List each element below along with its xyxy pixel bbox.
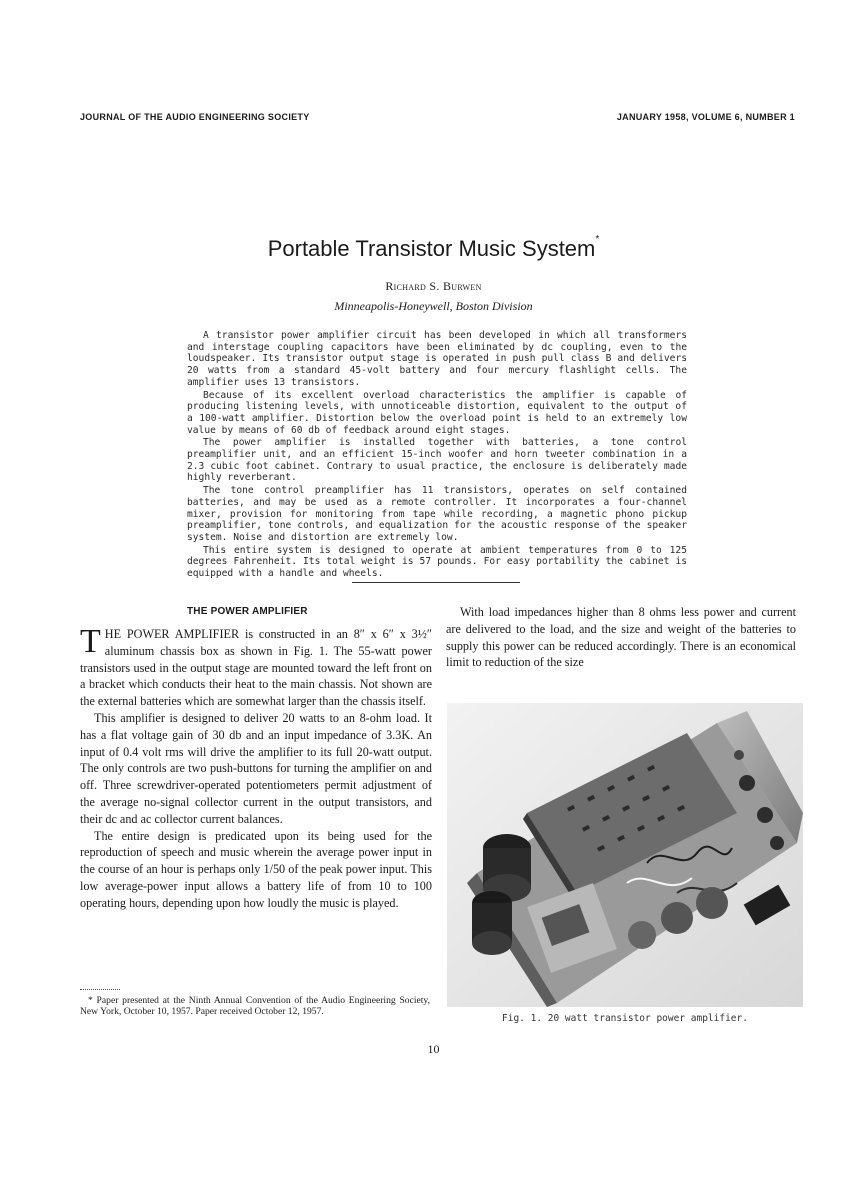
body-text: is constructed in an 8″ x 6″ x 3½″ aluminum chassis box as shown in Fig. 1. The 55-watt power transistors used in the output stage are mounted toward the left front on a bracket which conducts their heat to the main chassis. Not shown are the external batteries which are somewhat larger than the chassis itself.	[80, 627, 432, 709]
body-column-left	[80, 623, 432, 912]
paper-title-text: Portable Transistor Music System	[267, 236, 596, 261]
author-affiliation: Minneapolis-Honeywell, Boston Division	[334, 299, 533, 313]
abstract-paragraph: The power amplifier is installed together with batteries, a tone control preamplifier unit, and an efficient 15-inch woofer and horn tweeter combination in a 2.3 cubic foot cabinet. Contrary to usual practice, the enclosure is deliberately made highly reverberant.	[187, 437, 687, 484]
abstract-paragraph: The tone control preamplifier has 11 transistors, operates on self contained batteries, and may be used as a remote controller. It incorporates a four-channel mixer, provision for monitoring from tape while recording, a magnetic phono pickup preamplifier, tone controls, and equalization for the acoustic response of the speaker system. Noise and distortion are extremely low.	[187, 485, 687, 543]
author-name: Richard S. Burwen	[385, 279, 482, 293]
lead-in-smallcaps: HE POWER AMPLIFIER	[104, 627, 240, 641]
section-divider	[352, 582, 520, 583]
abstract-paragraph: A transistor power amplifier circuit has been developed in which all transformers and interstage coupling capacitors have been eliminated by dc coupling, even to the loudspeaker. Its transistor output stage is operated in push pull class B and delivers 20 watts from a standard 45-volt battery and four mercury flashlight cells. The amplifier uses 13 transistors.	[187, 330, 687, 388]
paper-title	[0, 236, 867, 262]
body-paragraph: This amplifier is designed to deliver 20 watts to an 8-ohm load. It has a flat voltage gain of 30 db and an input impedance of 3.3K. An input of 0.4 volt rms will drive the amplifier to its full 20-watt output. The only controls are two push-buttons for turning the amplifier on and off. Three screwdriver-operated potentiometers permit adjustment of the average no-signal collector current in the output transistors, and their dc and ac collector current balances.	[80, 710, 432, 826]
abstract-paragraph: Because of its excellent overload characteristics the amplifier is capable of producing listening levels, with unnoticeable distortion, equivalent to the output of a 100-watt amplifier. Distortion below the overload point is held to an extremely low value by means of 60 db of feedback around eight stages.	[187, 389, 687, 436]
body-paragraph: With load impedances higher than 8 ohms less power and current are delivered to the load, and the size and weight of the batteries to supply this power can be reduced accordingly. There is an economical limit to reduction of the size	[446, 605, 796, 670]
amplifier-photo-illustration	[447, 703, 803, 1007]
footnote-rule	[80, 989, 120, 990]
abstract-paragraph: This entire system is designed to operate at ambient temperatures from 0 to 125 degrees Fahrenheit. Its total weight is 57 pounds. For easy portability the cabinet is equipped with a handle and wheels.	[187, 544, 687, 580]
abstract	[187, 330, 687, 581]
running-head-journal: JOURNAL OF THE AUDIO ENGINEERING SOCIETY	[80, 112, 310, 122]
footnote-text: * Paper presented at the Ninth Annual Convention of the Audio Engineering Society, New York, October 10, 1957. Paper received October 12, 1957.	[80, 995, 430, 1017]
figure-amplifier-photo	[447, 703, 803, 1007]
body-paragraph: The entire design is predicated upon its being used for the reproduction of speech and music wherein the average power input in the course of an hour is perhaps only 1/50 of the peak power input. This low average-power input allows a battery life of from 10 to 100 operating hours, depending upon how loudly the music is played.	[80, 828, 432, 910]
running-head-issue: JANUARY 1958, VOLUME 6, NUMBER 1	[616, 112, 795, 122]
page-number: 10	[427, 1042, 440, 1056]
body-paragraph	[80, 623, 432, 710]
title-footnote-marker: *	[595, 234, 600, 245]
section-heading: THE POWER AMPLIFIER	[187, 606, 308, 617]
drop-cap: T	[80, 623, 101, 660]
body-column-right	[446, 604, 796, 671]
footnote	[80, 995, 430, 1017]
figure-caption: Fig. 1. 20 watt transistor power amplifier.	[502, 1013, 748, 1024]
